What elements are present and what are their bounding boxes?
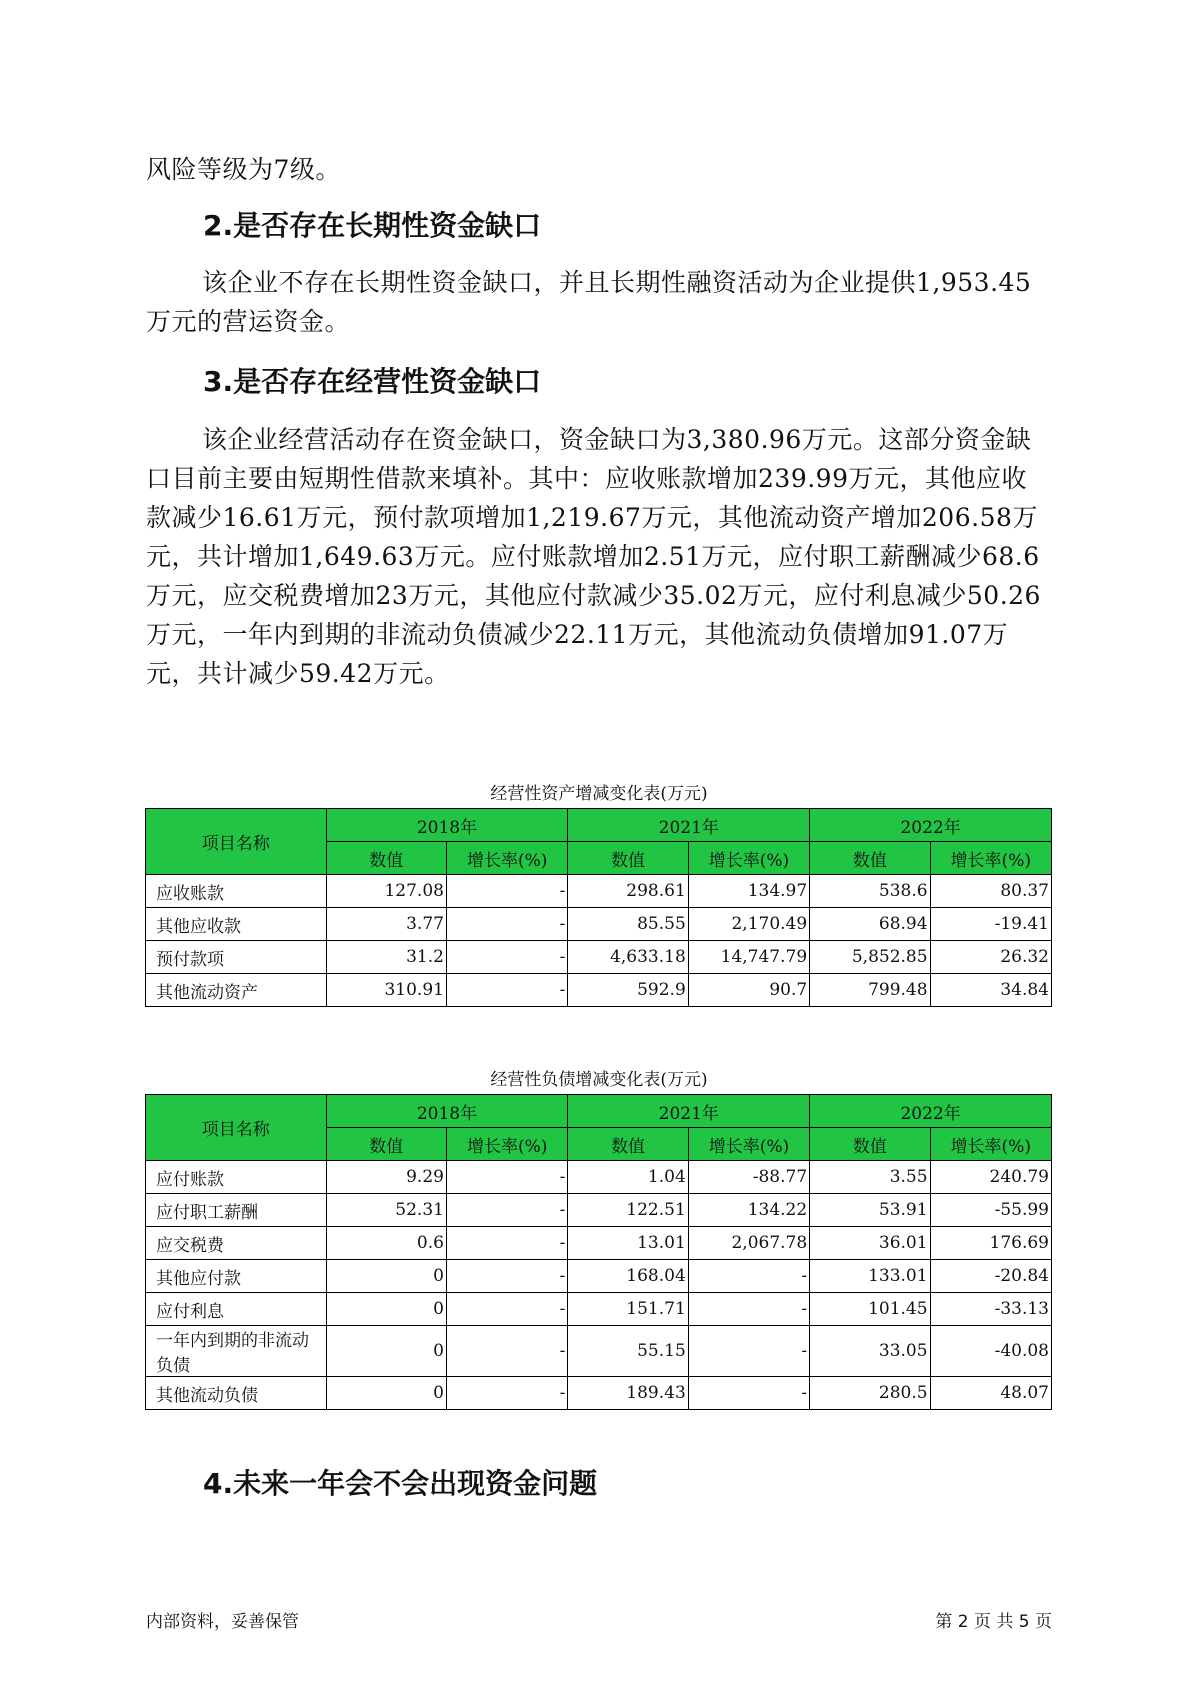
header-value: 数值 xyxy=(326,1128,446,1161)
cell-growth-rate: 134.97 xyxy=(688,875,809,908)
cell-growth-rate: 80.37 xyxy=(930,875,1051,908)
table-row xyxy=(146,974,1052,1007)
cell-growth-rate: 14,747.79 xyxy=(688,941,809,974)
cell-value: 53.91 xyxy=(810,1194,930,1227)
cell-growth-rate: 240.79 xyxy=(930,1161,1051,1194)
row-item-name: 其他流动负债 xyxy=(146,1377,327,1410)
cell-value: 799.48 xyxy=(810,974,930,1007)
cell-value: 0 xyxy=(326,1293,446,1326)
cell-value: 298.61 xyxy=(568,875,688,908)
header-growth-rate: 增长率(%) xyxy=(446,1128,567,1161)
cell-growth-rate: - xyxy=(688,1326,809,1377)
cell-growth-rate: - xyxy=(688,1260,809,1293)
header-value: 数值 xyxy=(810,842,930,875)
cell-growth-rate: - xyxy=(446,1161,567,1194)
cell-value: 33.05 xyxy=(810,1326,930,1377)
cell-growth-rate: 134.22 xyxy=(688,1194,809,1227)
cell-growth-rate: 48.07 xyxy=(930,1377,1051,1410)
cell-growth-rate: -33.13 xyxy=(930,1293,1051,1326)
row-item-name: 应收账款 xyxy=(146,875,327,908)
table-row xyxy=(146,875,1052,908)
paragraph-long-term: 该企业不存在长期性资金缺口，并且长期性融资活动为企业提供1,953.45万元的营运资金。 xyxy=(146,268,1032,336)
cell-growth-rate: - xyxy=(446,1194,567,1227)
cell-value: 151.71 xyxy=(568,1293,688,1326)
header-item-name: 项目名称 xyxy=(146,809,327,875)
cell-value: 133.01 xyxy=(810,1260,930,1293)
cell-value: 5,852.85 xyxy=(810,941,930,974)
row-item-name: 应交税费 xyxy=(146,1227,327,1260)
cell-growth-rate: - xyxy=(446,875,567,908)
header-year: 2021年 xyxy=(568,809,810,842)
cell-value: 55.15 xyxy=(568,1326,688,1377)
row-item-name: 其他流动资产 xyxy=(146,974,327,1007)
cell-growth-rate: - xyxy=(446,941,567,974)
cell-growth-rate: - xyxy=(688,1293,809,1326)
cell-growth-rate: - xyxy=(446,974,567,1007)
cell-growth-rate: -88.77 xyxy=(688,1161,809,1194)
header-year: 2021年 xyxy=(568,1095,810,1128)
cell-value: 31.2 xyxy=(326,941,446,974)
header-growth-rate: 增长率(%) xyxy=(446,842,567,875)
cell-growth-rate: - xyxy=(446,1260,567,1293)
table-caption-liabilities: 经营性负债增减变化表(万元) xyxy=(490,1070,708,1090)
cell-value: 9.29 xyxy=(326,1161,446,1194)
cell-growth-rate: - xyxy=(446,1227,567,1260)
cell-growth-rate: 2,067.78 xyxy=(688,1227,809,1260)
row-item-name: 应付职工薪酬 xyxy=(146,1194,327,1227)
row-item-name: 应付利息 xyxy=(146,1293,327,1326)
cell-growth-rate: - xyxy=(446,1326,567,1377)
header-year: 2022年 xyxy=(810,809,1052,842)
cell-value: 3.55 xyxy=(810,1161,930,1194)
cell-value: 101.45 xyxy=(810,1293,930,1326)
cell-value: 13.01 xyxy=(568,1227,688,1260)
header-year: 2022年 xyxy=(810,1095,1052,1128)
header-value: 数值 xyxy=(568,1128,688,1161)
cell-value: 0 xyxy=(326,1377,446,1410)
header-growth-rate: 增长率(%) xyxy=(930,842,1051,875)
table-row xyxy=(146,908,1052,941)
cell-value: 168.04 xyxy=(568,1260,688,1293)
paragraph-operating: 该企业经营活动存在资金缺口，资金缺口为3,380.96万元。这部分资金缺口目前主要由短期性借款来填补。其中：应收账款增加239.99万元，其他应收款减少16.61万元，预付款项增加1,219.67万元，其他流动资产增加206.58万元，共计增加1,649.63万元。应付账款增加2.51万元，应付职工薪酬减少68.6万元，应交税费增加23万元，其他应付款减少35.02万元，应付利息减少50.26万元，一年内到期的非流动负债减少22.11万元，其他流动负债增加91.07万元，共计减少59.42万元。 xyxy=(146,425,1041,688)
cell-value: 52.31 xyxy=(326,1194,446,1227)
header-value: 数值 xyxy=(810,1128,930,1161)
cell-growth-rate: -19.41 xyxy=(930,908,1051,941)
cell-value: 122.51 xyxy=(568,1194,688,1227)
table-row xyxy=(146,1194,1052,1227)
cell-growth-rate: 176.69 xyxy=(930,1227,1051,1260)
cell-value: 85.55 xyxy=(568,908,688,941)
cell-growth-rate: - xyxy=(446,908,567,941)
cell-growth-rate: 34.84 xyxy=(930,974,1051,1007)
cell-value: 189.43 xyxy=(568,1377,688,1410)
cell-growth-rate: 2,170.49 xyxy=(688,908,809,941)
footer-confidential-note: 内部资料，妥善保管 xyxy=(146,1612,299,1632)
cell-growth-rate: 26.32 xyxy=(930,941,1051,974)
cell-growth-rate: -55.99 xyxy=(930,1194,1051,1227)
cell-value: 0.6 xyxy=(326,1227,446,1260)
cell-value: 538.6 xyxy=(810,875,930,908)
cell-growth-rate: - xyxy=(446,1293,567,1326)
header-year: 2018年 xyxy=(326,809,568,842)
table-row xyxy=(146,1377,1052,1410)
cell-growth-rate: 90.7 xyxy=(688,974,809,1007)
header-growth-rate: 增长率(%) xyxy=(688,1128,809,1161)
header-value: 数值 xyxy=(568,842,688,875)
cell-growth-rate: - xyxy=(446,1377,567,1410)
header-year: 2018年 xyxy=(326,1095,568,1128)
cell-value: 592.9 xyxy=(568,974,688,1007)
cell-value: 127.08 xyxy=(326,875,446,908)
row-item-name: 其他应付款 xyxy=(146,1260,327,1293)
cell-value: 4,633.18 xyxy=(568,941,688,974)
table-row xyxy=(146,941,1052,974)
row-item-name: 一年内到期的非流动负债 xyxy=(146,1326,327,1377)
cell-value: 1.04 xyxy=(568,1161,688,1194)
cell-growth-rate: -20.84 xyxy=(930,1260,1051,1293)
heading-long-term-gap: 2.是否存在长期性资金缺口 xyxy=(203,209,542,242)
cell-value: 36.01 xyxy=(810,1227,930,1260)
cell-value: 3.77 xyxy=(326,908,446,941)
cell-value: 68.94 xyxy=(810,908,930,941)
cell-growth-rate: -40.08 xyxy=(930,1326,1051,1377)
table-caption-assets: 经营性资产增减变化表(万元) xyxy=(490,784,708,804)
footer-page-number: 第 2 页 共 5 页 xyxy=(935,1612,1052,1632)
cell-value: 0 xyxy=(326,1260,446,1293)
heading-operating-gap: 3.是否存在经营性资金缺口 xyxy=(203,365,542,398)
heading-future-funding: 4.未来一年会不会出现资金问题 xyxy=(203,1467,598,1500)
row-item-name: 其他应收款 xyxy=(146,908,327,941)
cell-value: 0 xyxy=(326,1326,446,1377)
table-row xyxy=(146,1260,1052,1293)
table-row xyxy=(146,1326,1052,1377)
header-value: 数值 xyxy=(326,842,446,875)
paragraph-risk-level: 风险等级为7级。 xyxy=(146,155,341,184)
cell-growth-rate: - xyxy=(688,1377,809,1410)
header-item-name: 项目名称 xyxy=(146,1095,327,1161)
row-item-name: 预付款项 xyxy=(146,941,327,974)
row-item-name: 应付账款 xyxy=(146,1161,327,1194)
header-growth-rate: 增长率(%) xyxy=(688,842,809,875)
cell-value: 310.91 xyxy=(326,974,446,1007)
header-growth-rate: 增长率(%) xyxy=(930,1128,1051,1161)
operating-liabilities-table xyxy=(145,1094,1052,1410)
table-row xyxy=(146,1293,1052,1326)
cell-value: 280.5 xyxy=(810,1377,930,1410)
table-row xyxy=(146,1161,1052,1194)
operating-assets-table xyxy=(145,808,1052,1007)
table-row xyxy=(146,1227,1052,1260)
